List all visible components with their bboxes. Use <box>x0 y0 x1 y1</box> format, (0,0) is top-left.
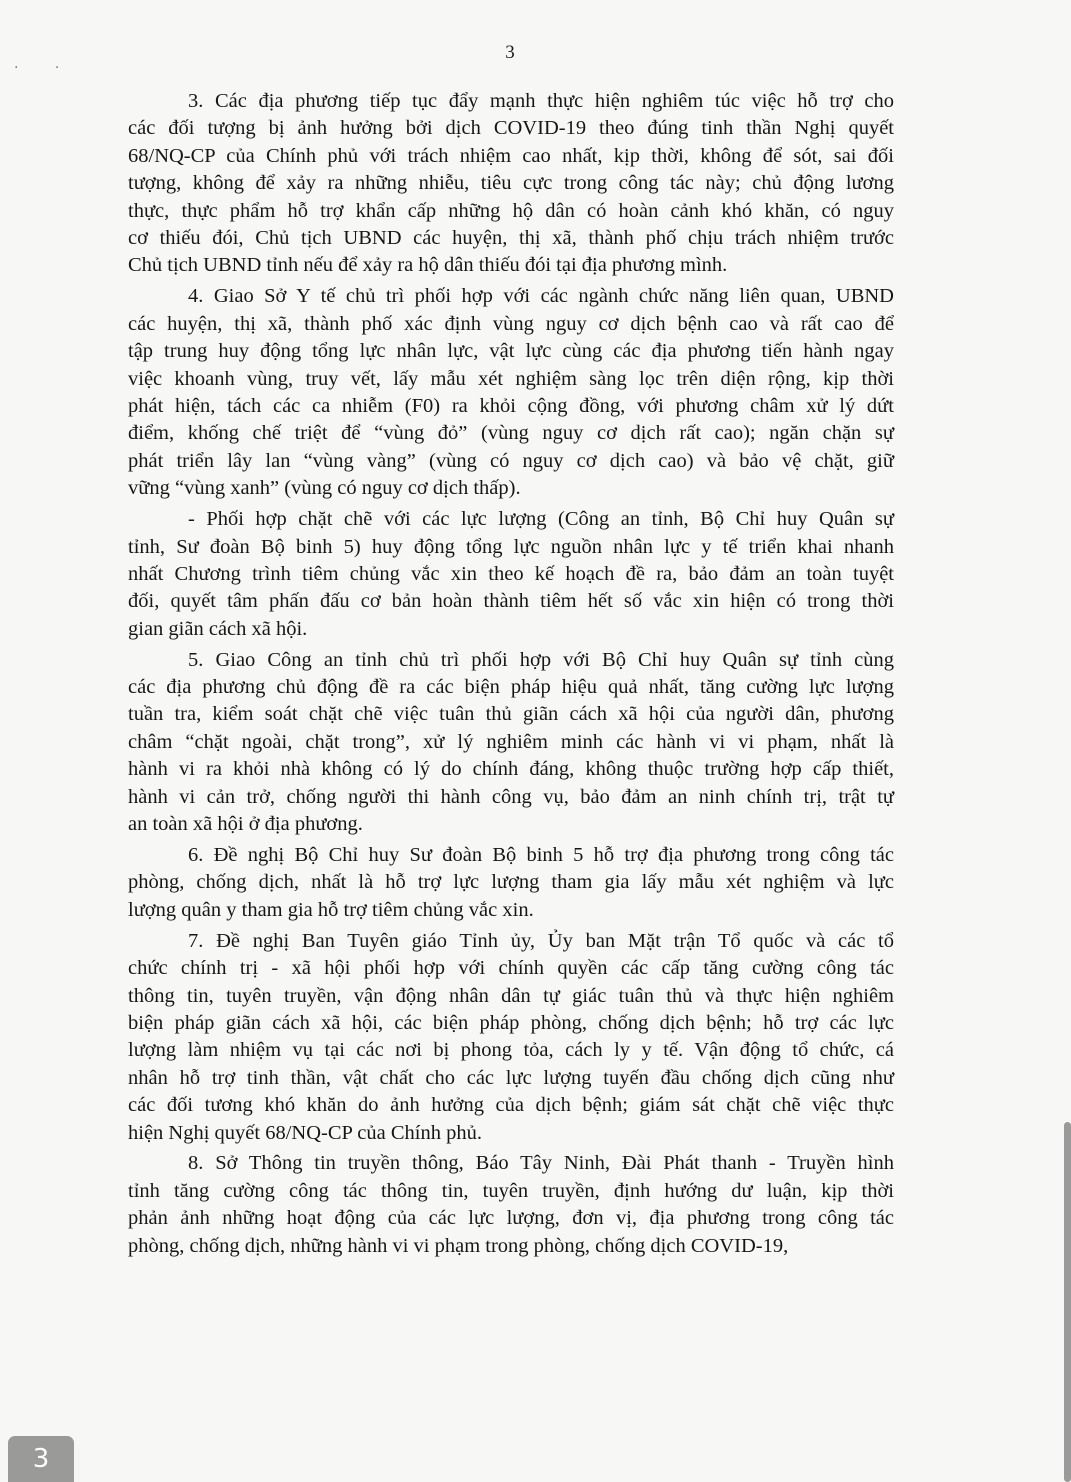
text-line: 6. Đề nghị Bộ Chỉ huy Sư đoàn Bộ binh 5 hỗ trợ địa phương trong công tác <box>188 843 894 866</box>
paragraph <box>128 647 894 839</box>
text-line: 8. Sở Thông tin truyền thông, Báo Tây Ninh, Đài Phát thanh - Truyền hình <box>188 1152 894 1175</box>
text-line: đối, quyết tâm phấn đấu cơ bản hoàn thành tiêm hết số vắc xin hiện có trong thời <box>128 590 894 613</box>
text-line: 3. Các địa phương tiếp tục đẩy mạnh thực hiện nghiêm túc việc hỗ trợ cho <box>188 90 894 112</box>
text-line: thực, thực phẩm hỗ trợ khẩn cấp những hộ dân có hoàn cảnh khó khăn, có nguy <box>128 199 894 222</box>
text-line: tỉnh tăng cường công tác thông tin, tuyên truyền, định hướng dư luận, kịp thời <box>128 1179 894 1202</box>
text-line: phòng, chống dịch, những hành vi vi phạm trong phòng, chống dịch COVID-19, <box>128 1234 789 1257</box>
text-line: nhân hỗ trợ tinh thần, vật chất cho các lực lượng tuyến đầu chống dịch cũng như <box>128 1066 894 1089</box>
text-line: nhất Chương trình tiêm chủng vắc xin theo kế hoạch đề ra, bảo đảm an toàn tuyệt <box>128 562 894 585</box>
text-line: các địa phương chủ động đề ra các biện pháp hiệu quả nhất, tăng cường lực lượng <box>128 676 894 699</box>
paragraph <box>128 88 894 280</box>
text-line: các huyện, thị xã, thành phố xác định vùng nguy cơ dịch bệnh cao và rất cao để <box>128 312 894 335</box>
text-line: châm “chặt ngoài, chặt trong”, xử lý nghiêm minh các hành vi vi phạm, nhất là <box>128 730 894 753</box>
scrollbar-thumb[interactable] <box>1064 1122 1071 1482</box>
text-line: hiện Nghị quyết 68/NQ-CP của Chính phủ. <box>128 1121 482 1144</box>
text-line: - Phối hợp chặt chẽ với các lực lượng (Công an tỉnh, Bộ Chỉ huy Quân sự <box>188 508 894 531</box>
text-line: an toàn xã hội ở địa phương. <box>128 813 363 836</box>
text-line: hành vi ra khỏi nhà không có lý do chính đáng, không thuộc trường hợp cấp thiết, <box>128 758 894 781</box>
text-line: vững “vùng xanh” (vùng có nguy cơ dịch thấp). <box>128 477 521 500</box>
text-line: chức chính trị - xã hội phối hợp với chính quyền các cấp tăng cường công tác <box>128 957 894 980</box>
text-line: gian giãn cách xã hội. <box>128 617 308 640</box>
text-line: thông tin, tuyên truyền, vận động nhân dân tự giác tuân thủ và thực hiện nghiêm <box>128 984 894 1007</box>
corner-marks: · · <box>14 60 76 76</box>
text-line: lượng làm nhiệm vụ tại các nơi bị phong tỏa, cách ly y tế. Vận động tổ chức, cá <box>128 1039 894 1062</box>
paragraph <box>128 506 894 643</box>
text-line: việc khoanh vùng, truy vết, lấy mẫu xét nghiệm sàng lọc trên diện rộng, kịp thời <box>128 367 894 390</box>
text-line: lượng quân y tham gia hỗ trợ tiêm chủng vắc xin. <box>128 898 534 921</box>
paragraph <box>128 1150 894 1260</box>
text-line: 68/NQ-CP của Chính phủ với trách nhiệm cao nhất, kịp thời, không để sót, sai đối <box>128 144 894 167</box>
text-line: các đối tượng bị ảnh hưởng bởi dịch COVID-19 theo đúng tinh thần Nghị quyết <box>128 117 894 140</box>
text-line: biện pháp giãn cách xã hội, các biện pháp phòng, chống dịch bệnh; hỗ trợ các lực <box>128 1011 894 1034</box>
document-body <box>128 88 894 1264</box>
text-line: điểm, khống chế triệt để “vùng đỏ” (vùng nguy cơ dịch rất cao); ngăn chặn sự <box>128 422 894 445</box>
text-line: Chủ tịch UBND tỉnh nếu để xảy ra hộ dân thiếu đói tại địa phương mình. <box>128 254 728 277</box>
text-line: tượng, không để xảy ra những nhiễu, tiêu cực trong công tác này; chủ động lương <box>128 172 894 195</box>
text-line: phòng, chống dịch, nhất là hỗ trợ lực lượng tham gia lấy mẫu xét nghiệm và lực <box>128 871 894 894</box>
text-line: phát hiện, tách các ca nhiễm (F0) ra khỏi cộng đồng, với phương châm xử lý dứt <box>128 394 894 417</box>
text-line: 5. Giao Công an tỉnh chủ trì phối hợp với Bộ Chỉ huy Quân sự tỉnh cùng <box>188 648 894 671</box>
text-line: tập trung huy động tổng lực nhân lực, vật lực cùng các địa phương tiến hành ngay <box>128 340 894 363</box>
paragraph <box>128 283 894 502</box>
text-line: các đối tương khó khăn do ảnh hưởng của dịch bệnh; giám sát chặt chẽ việc thực <box>128 1094 894 1117</box>
text-line: phát triển lây lan “vùng vàng” (vùng có nguy cơ dịch cao) và bảo vệ chặt, giữ <box>128 449 894 472</box>
text-line: tỉnh, Sư đoàn Bộ binh 5) huy động tổng lực nguồn nhân lực y tế triển khai nhanh <box>128 535 894 558</box>
text-line: hành vi cản trở, chống người thi hành công vụ, bảo đảm an ninh chính trị, trật tự <box>128 785 894 808</box>
text-line: 7. Đề nghị Ban Tuyên giáo Tỉnh ủy, Ủy ban Mặt trận Tổ quốc và các tổ <box>188 929 894 952</box>
paragraph <box>128 842 894 924</box>
text-line: 4. Giao Sở Y tế chủ trì phối hợp với các ngành chức năng liên quan, UBND <box>188 285 894 308</box>
text-line: phản ảnh những hoạt động của các lực lượng, đơn vị, địa phương trong công tác <box>128 1207 894 1230</box>
paragraph <box>128 928 894 1147</box>
text-line: tuần tra, kiểm soát chặt chẽ việc tuân thủ giãn cách xã hội của người dân, phương <box>128 703 894 726</box>
page-indicator-badge: 3 <box>8 1436 74 1482</box>
page-number: 3 <box>505 42 515 63</box>
text-line: cơ thiếu đói, Chủ tịch UBND các huyện, thị xã, thành phố chịu trách nhiệm trước <box>128 227 894 250</box>
